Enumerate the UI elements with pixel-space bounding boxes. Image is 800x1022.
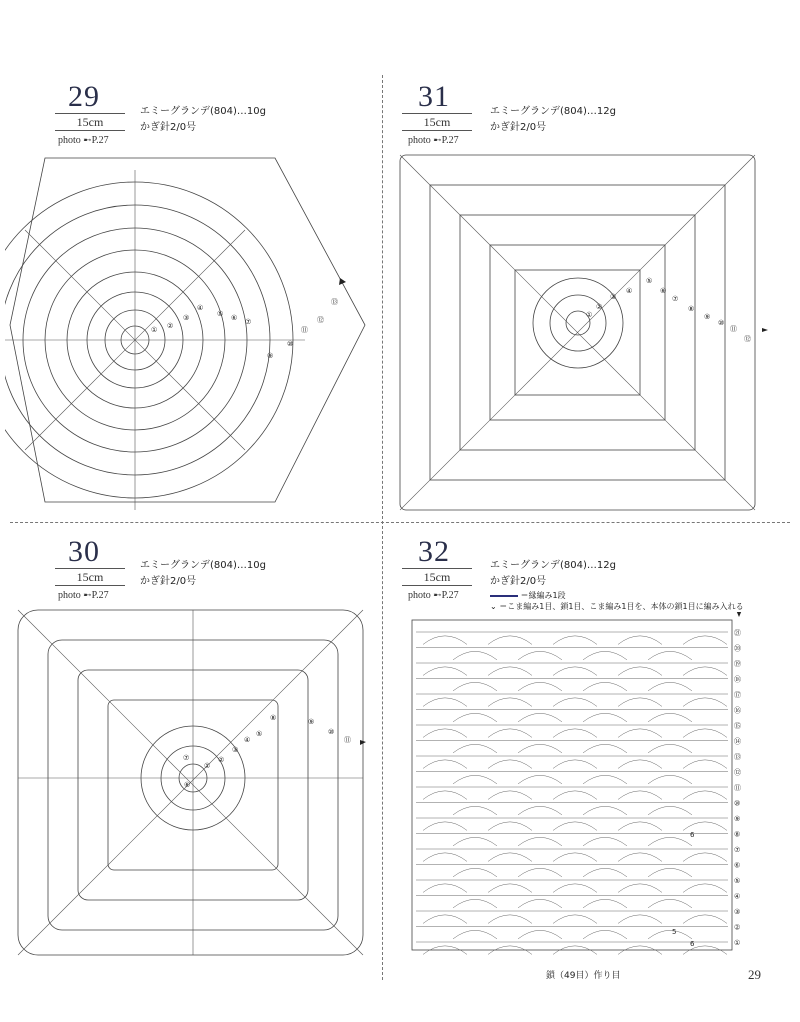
pattern-31-hook: かぎ針2/0号 bbox=[490, 122, 547, 133]
row-label: ⑤ bbox=[646, 277, 653, 285]
row-label: ⑫ bbox=[744, 335, 751, 343]
row-label: ⑨ bbox=[704, 313, 711, 321]
pattern-31-chart bbox=[390, 145, 770, 515]
fan-arc bbox=[553, 822, 597, 831]
legend-stitch-text: ＝こま編み1目、鎖1目、こま編み1目を、本体の鎖1目に編み入れる bbox=[499, 602, 744, 611]
row-label: ⑤ bbox=[256, 730, 263, 738]
pattern-32-legend-stitch bbox=[490, 601, 744, 612]
row-label: ⑫ bbox=[734, 768, 741, 777]
fan-arc bbox=[583, 775, 627, 784]
row-label: ⑪ bbox=[730, 325, 737, 333]
row-label: ⑦ bbox=[734, 846, 741, 854]
fan-arc bbox=[488, 853, 532, 862]
row-label: ⑨ bbox=[267, 352, 274, 360]
fan-arc bbox=[518, 837, 562, 846]
pattern-32-legend-edge bbox=[490, 590, 566, 601]
row-label: ⑨ bbox=[308, 718, 315, 726]
fan-arc bbox=[648, 682, 692, 691]
stitch-symbol-icon: ⌄ bbox=[490, 602, 497, 611]
vertical-divider bbox=[382, 75, 383, 980]
fan-arc bbox=[423, 729, 467, 738]
pattern-32-number: 32 bbox=[418, 535, 450, 568]
pattern-30-photo-ref: photo ➸P.27 bbox=[58, 590, 109, 601]
fan-arc bbox=[583, 868, 627, 877]
pattern-29-chart bbox=[5, 150, 375, 510]
fan-arc bbox=[453, 775, 497, 784]
row-label: ⑦ bbox=[183, 754, 190, 762]
row-label: ⑰ bbox=[734, 691, 741, 699]
row-label: ⑦ bbox=[672, 295, 679, 303]
fan-arc bbox=[553, 760, 597, 769]
fan-arc bbox=[518, 899, 562, 908]
pattern-30-chart bbox=[8, 600, 378, 970]
fan-arc bbox=[488, 667, 532, 676]
fan-arc bbox=[683, 853, 727, 862]
row-label: ⑩ bbox=[734, 799, 741, 808]
fan-arc bbox=[453, 713, 497, 722]
legend-edge-text: ＝縁編み1段 bbox=[520, 591, 566, 600]
fan-arc bbox=[683, 667, 727, 676]
fan-arc bbox=[453, 744, 497, 753]
fan-arc bbox=[453, 837, 497, 846]
fan-arc bbox=[453, 868, 497, 877]
row-label: ⑱ bbox=[734, 675, 741, 684]
row-label: ② bbox=[734, 923, 741, 932]
row-label: ⑯ bbox=[734, 706, 741, 715]
fan-arc bbox=[423, 636, 467, 645]
fan-arc bbox=[648, 775, 692, 784]
row-label: ③ bbox=[183, 314, 190, 322]
row-label: ⑪ bbox=[734, 784, 741, 792]
row-label: ⑧ bbox=[734, 830, 741, 839]
row-label: ⑨ bbox=[734, 815, 741, 823]
fan-arc bbox=[683, 884, 727, 893]
fan-arc bbox=[618, 884, 662, 893]
row-label: ㉑ bbox=[734, 629, 741, 637]
fan-arc bbox=[488, 636, 532, 645]
row-label: ① bbox=[151, 326, 158, 334]
fan-arc bbox=[553, 915, 597, 924]
fan-arc bbox=[488, 760, 532, 769]
fan-arc bbox=[518, 651, 562, 660]
pattern-30-number: 30 bbox=[68, 535, 100, 568]
row-label: ⑪ bbox=[344, 736, 351, 744]
pattern-29-size: 15cm bbox=[55, 113, 125, 131]
fan-arc bbox=[618, 822, 662, 831]
fan-arc bbox=[488, 698, 532, 707]
fan-arc bbox=[583, 744, 627, 753]
fan-arc bbox=[618, 791, 662, 800]
pattern-30-size: 15cm bbox=[55, 568, 125, 586]
fan-arc bbox=[553, 791, 597, 800]
row-label: ④ bbox=[244, 736, 251, 744]
fan-arc bbox=[683, 636, 727, 645]
fan-arc bbox=[518, 806, 562, 815]
fan-arc bbox=[518, 930, 562, 939]
row-label: ③ bbox=[734, 908, 741, 916]
fan-arc bbox=[683, 729, 727, 738]
row-label: ② bbox=[218, 756, 225, 764]
pattern-30-info bbox=[140, 558, 266, 590]
fan-arc bbox=[648, 868, 692, 877]
fan-arc bbox=[423, 822, 467, 831]
row-label: ⑫ bbox=[317, 316, 324, 324]
fan-arc bbox=[553, 667, 597, 676]
pattern-29-hook: かぎ針2/0号 bbox=[140, 122, 197, 133]
pattern-31-number: 31 bbox=[418, 80, 450, 113]
row-label: ⑩ bbox=[718, 319, 725, 327]
fan-arc bbox=[453, 806, 497, 815]
fan-arc bbox=[648, 713, 692, 722]
row-label: ⑳ bbox=[734, 644, 741, 653]
fan-arc bbox=[453, 899, 497, 908]
fan-arc bbox=[423, 667, 467, 676]
fan-arc bbox=[553, 729, 597, 738]
fan-arc bbox=[453, 651, 497, 660]
fan-arc bbox=[583, 930, 627, 939]
fan-arc bbox=[648, 744, 692, 753]
fan-arc bbox=[583, 899, 627, 908]
fan-arc bbox=[583, 682, 627, 691]
row-label: ⑤ bbox=[217, 310, 224, 318]
fan-arc bbox=[423, 791, 467, 800]
pattern-29-yarn: エミーグランデ(804)…10g bbox=[140, 106, 266, 117]
fan-arc bbox=[423, 760, 467, 769]
row-label: ⑧ bbox=[688, 305, 695, 313]
row-label: ⑭ bbox=[734, 737, 741, 746]
row-label: ⑤ bbox=[734, 877, 741, 885]
fan-arc bbox=[648, 837, 692, 846]
pattern-31-photo-ref: photo ➸P.27 bbox=[408, 135, 459, 146]
page-number: 29 bbox=[748, 967, 761, 982]
fan-arc bbox=[618, 636, 662, 645]
fan-arc bbox=[553, 853, 597, 862]
row-label: ⑩ bbox=[287, 340, 294, 348]
pattern-32-info bbox=[490, 558, 616, 590]
pattern-30-hook: かぎ針2/0号 bbox=[140, 576, 197, 587]
pattern-29-photo-ref: photo ➸P.27 bbox=[58, 135, 109, 146]
inner-label: 6 bbox=[690, 940, 695, 948]
row-label: ④ bbox=[626, 287, 633, 295]
fan-arc bbox=[683, 698, 727, 707]
pattern-31-yarn: エミーグランデ(804)…12g bbox=[490, 106, 616, 117]
row-label: ⑥ bbox=[734, 861, 741, 870]
row-label: ⑬ bbox=[331, 298, 338, 306]
row-label: ⑥ bbox=[184, 781, 191, 789]
fan-arc bbox=[488, 729, 532, 738]
fan-arc bbox=[553, 636, 597, 645]
pattern-32-chart bbox=[400, 612, 750, 962]
row-label: ⑲ bbox=[734, 660, 741, 668]
fan-arc bbox=[453, 930, 497, 939]
fan-arc bbox=[648, 806, 692, 815]
fan-arc bbox=[518, 744, 562, 753]
fan-arc bbox=[583, 651, 627, 660]
fan-arc bbox=[618, 698, 662, 707]
pattern-32-hook: かぎ針2/0号 bbox=[490, 576, 547, 587]
fan-arc bbox=[583, 837, 627, 846]
row-label: ⑬ bbox=[734, 753, 741, 761]
inner-label: 6 bbox=[690, 831, 695, 839]
fan-arc bbox=[683, 915, 727, 924]
pattern-32-foundation: 鎖（49目）作り目 bbox=[546, 971, 621, 981]
fan-arc bbox=[518, 775, 562, 784]
row-label: ④ bbox=[197, 304, 204, 312]
row-label: ⑥ bbox=[231, 314, 238, 322]
fan-arc bbox=[488, 791, 532, 800]
fan-arc bbox=[488, 822, 532, 831]
pattern-29-info bbox=[140, 104, 266, 136]
pattern-32-size: 15cm bbox=[402, 568, 472, 586]
fan-arc bbox=[618, 760, 662, 769]
fan-arc bbox=[518, 713, 562, 722]
edge-row-line-icon bbox=[490, 595, 518, 597]
fan-arc bbox=[553, 698, 597, 707]
fan-arc bbox=[423, 698, 467, 707]
row-label: ③ bbox=[232, 746, 239, 754]
fan-arc bbox=[683, 791, 727, 800]
fan-arc bbox=[618, 667, 662, 676]
pattern-32-photo-ref: photo ➸P.27 bbox=[408, 590, 459, 601]
row-label: ① bbox=[586, 311, 593, 319]
row-label: ⑥ bbox=[660, 287, 667, 295]
fan-arc bbox=[518, 868, 562, 877]
fan-arc bbox=[423, 915, 467, 924]
row-label: ⑪ bbox=[301, 326, 308, 334]
fan-arc bbox=[618, 729, 662, 738]
fan-arc bbox=[518, 682, 562, 691]
fan-arc bbox=[648, 899, 692, 908]
fan-arc bbox=[683, 822, 727, 831]
fan-arc bbox=[648, 651, 692, 660]
fan-arc bbox=[423, 884, 467, 893]
row-label: ① bbox=[734, 939, 741, 947]
row-label: ⑦ bbox=[245, 318, 252, 326]
row-label: ④ bbox=[734, 892, 741, 901]
fan-arc bbox=[488, 884, 532, 893]
row-label: ③ bbox=[610, 293, 617, 301]
horizontal-divider bbox=[10, 522, 790, 523]
row-label: ⑩ bbox=[328, 728, 335, 736]
row-label: ⑧ bbox=[270, 714, 277, 722]
row-label: ⑮ bbox=[734, 722, 741, 730]
row-label: ② bbox=[596, 303, 603, 311]
fan-arc bbox=[618, 853, 662, 862]
fan-arc bbox=[453, 682, 497, 691]
pattern-32-yarn: エミーグランデ(804)…12g bbox=[490, 560, 616, 571]
pattern-31-size: 15cm bbox=[402, 113, 472, 131]
fan-arc bbox=[553, 884, 597, 893]
fan-arc bbox=[618, 915, 662, 924]
row-label: ② bbox=[167, 322, 174, 330]
fan-arc bbox=[648, 930, 692, 939]
pattern-31-info bbox=[490, 104, 616, 136]
fan-arc bbox=[488, 915, 532, 924]
fan-arc bbox=[423, 853, 467, 862]
fan-arc bbox=[583, 713, 627, 722]
inner-label: 5 bbox=[672, 928, 677, 936]
row-label: ① bbox=[204, 762, 211, 770]
pattern-29-number: 29 bbox=[68, 80, 100, 113]
fan-arc bbox=[683, 760, 727, 769]
pattern-30-yarn: エミーグランデ(804)…10g bbox=[140, 560, 266, 571]
fan-arc bbox=[583, 806, 627, 815]
